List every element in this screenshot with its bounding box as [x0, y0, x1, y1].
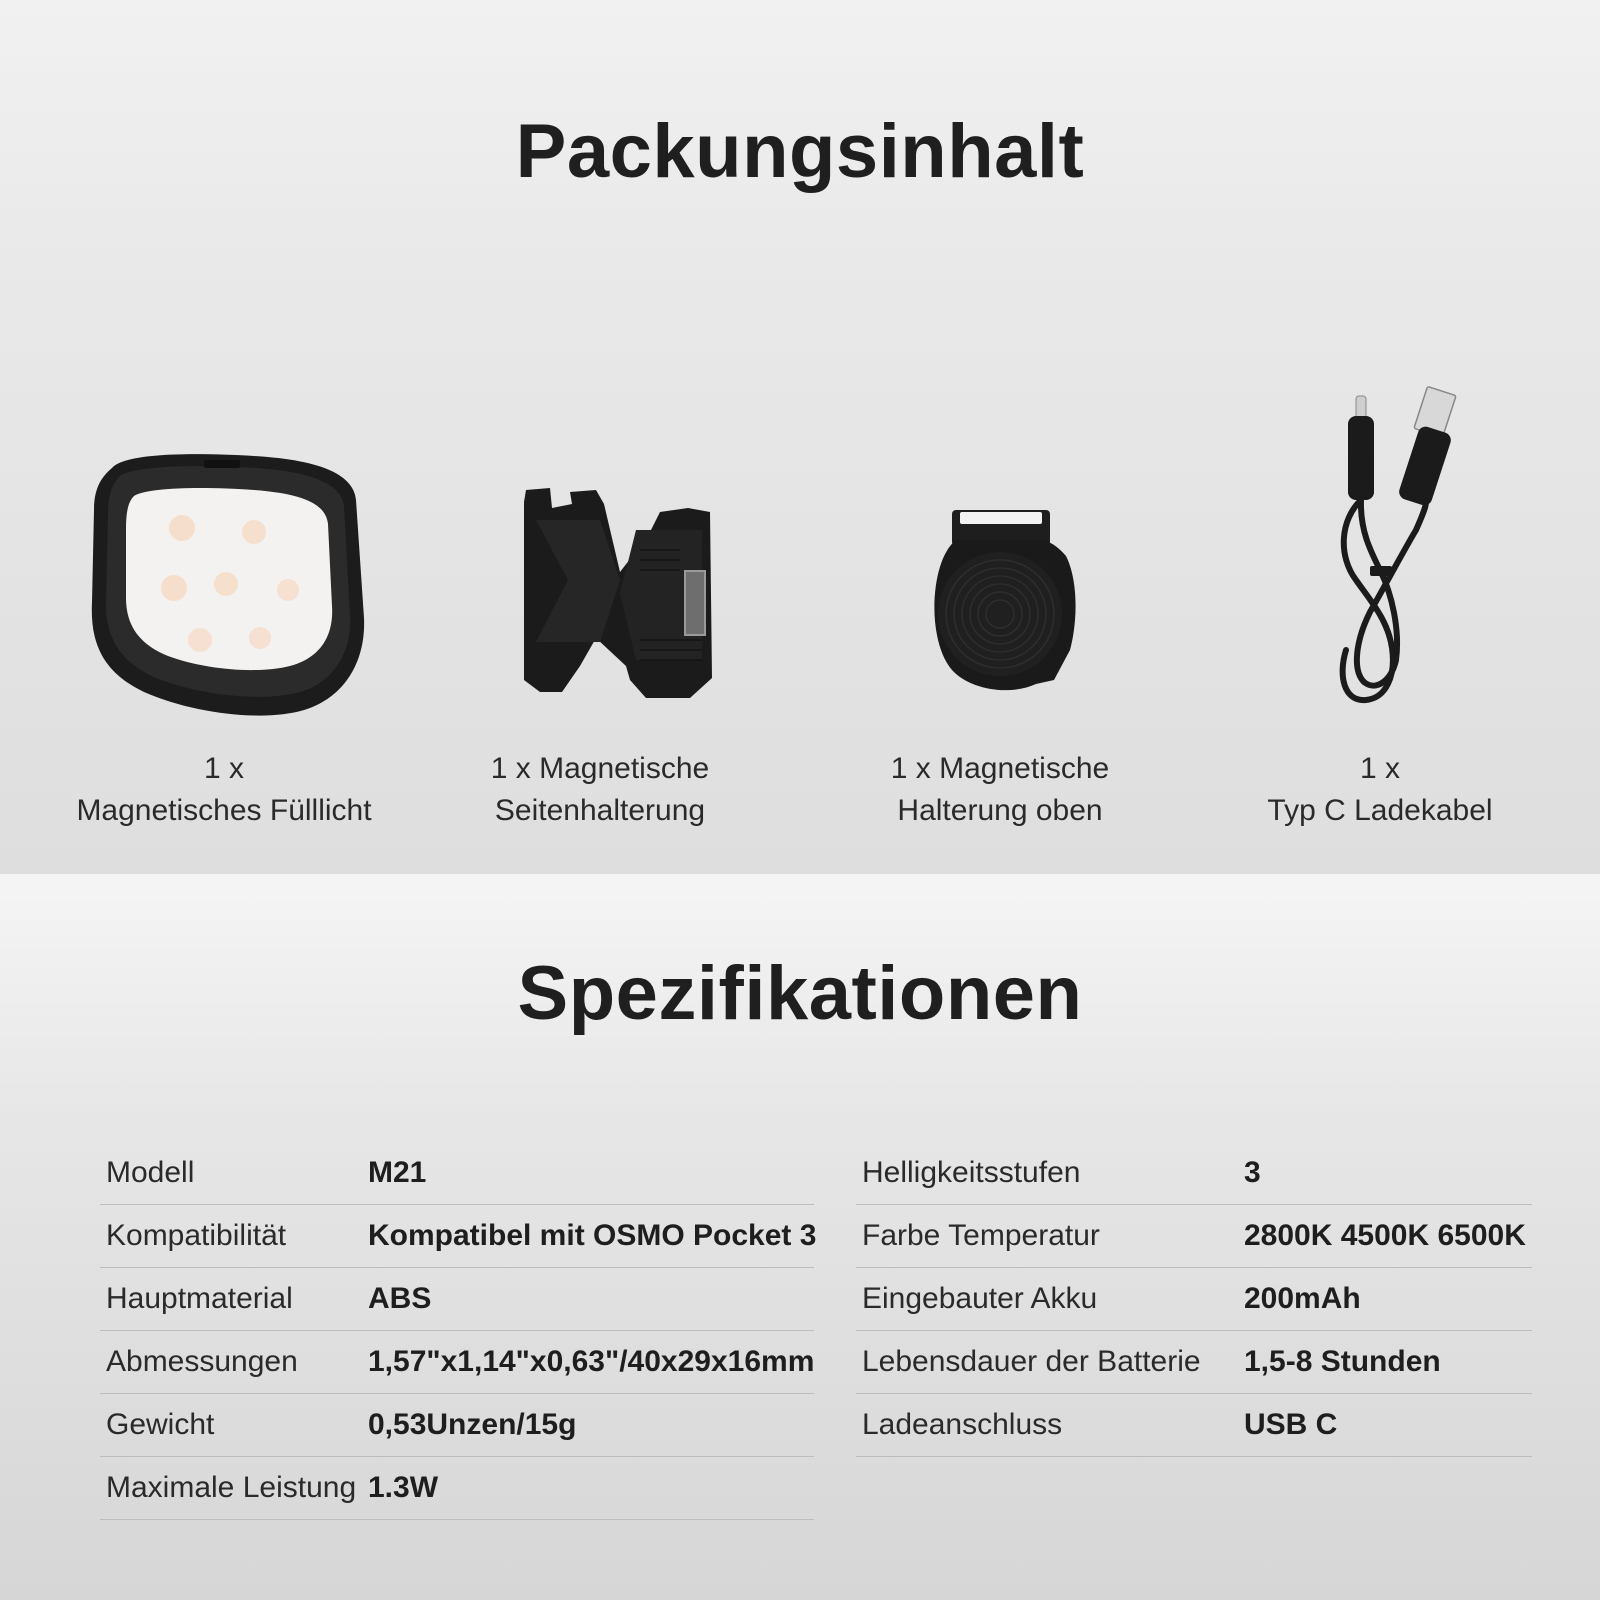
package-item-quantity: 1 x Magnetische — [890, 752, 1110, 785]
spec-row — [100, 1394, 814, 1457]
spec-value: 2800K 4500K 6500K — [1244, 1219, 1526, 1252]
spec-table-right — [856, 1142, 1532, 1457]
spec-table-left — [100, 1142, 817, 1520]
package-item-fill-light — [24, 380, 424, 850]
spec-value: 1,57"x1,14"x0,63"/40x29x16mm — [368, 1345, 815, 1378]
spec-value: USB C — [1244, 1408, 1338, 1441]
spec-label: Abmessungen — [106, 1345, 298, 1378]
package-item-quantity: 1 x — [203, 752, 245, 785]
spec-value: Kompatibel mit OSMO Pocket 3 — [368, 1219, 817, 1252]
package-item-name: Typ C Ladekabel — [1267, 794, 1493, 827]
spec-label: Helligkeitsstufen — [862, 1156, 1081, 1189]
package-item-top-mount — [800, 380, 1200, 850]
spec-value: 1,5-8 Stunden — [1244, 1345, 1441, 1378]
spec-label: Modell — [106, 1156, 195, 1189]
spec-row — [100, 1331, 814, 1394]
spec-row — [100, 1205, 817, 1268]
package-item-name: Seitenhalterung — [494, 794, 706, 827]
spec-label: Lebensdauer der Batterie — [862, 1345, 1201, 1378]
package-item-caption — [800, 748, 1200, 832]
fill-light-icon — [64, 380, 384, 720]
package-item-caption — [24, 748, 424, 832]
spec-label: Farbe Temperatur — [862, 1219, 1100, 1252]
spec-row — [100, 1268, 814, 1331]
package-item-quantity: 1 x Magnetische — [490, 752, 710, 785]
package-item-caption — [1180, 748, 1580, 832]
spec-value: 1.3W — [368, 1471, 439, 1504]
spec-value: 3 — [1244, 1156, 1261, 1189]
package-item-caption — [400, 748, 800, 832]
package-item-quantity: 1 x — [1359, 752, 1401, 785]
package-item-usb-cable — [1180, 380, 1580, 850]
spec-row — [100, 1457, 814, 1520]
spec-row — [856, 1394, 1532, 1457]
spec-row — [856, 1331, 1532, 1394]
spec-label: Kompatibilität — [106, 1219, 287, 1252]
spec-value: M21 — [368, 1156, 427, 1189]
spec-row — [856, 1142, 1532, 1205]
spec-value: ABS — [368, 1282, 432, 1315]
package-item-name: Halterung oben — [897, 794, 1103, 827]
spec-label: Eingebauter Akku — [862, 1282, 1098, 1315]
usb-c-cable-icon — [1220, 380, 1540, 720]
package-item-name: Magnetisches Fülllicht — [76, 794, 372, 827]
spec-row — [856, 1268, 1532, 1331]
spec-label: Gewicht — [106, 1408, 215, 1441]
spec-row — [856, 1205, 1532, 1268]
top-mount-icon — [840, 380, 1160, 720]
package-contents-title: Packungsinhalt — [515, 109, 1085, 194]
spec-row — [100, 1142, 814, 1205]
spec-label: Maximale Leistung — [106, 1471, 357, 1504]
spec-value: 200mAh — [1244, 1282, 1361, 1315]
specifications-title: Spezifikationen — [517, 951, 1083, 1036]
spec-label: Hauptmaterial — [106, 1282, 293, 1315]
side-mount-icon — [440, 380, 760, 720]
package-item-side-mount — [400, 380, 800, 850]
spec-label: Ladeanschluss — [862, 1408, 1063, 1441]
spec-value: 0,53Unzen/15g — [368, 1408, 577, 1441]
